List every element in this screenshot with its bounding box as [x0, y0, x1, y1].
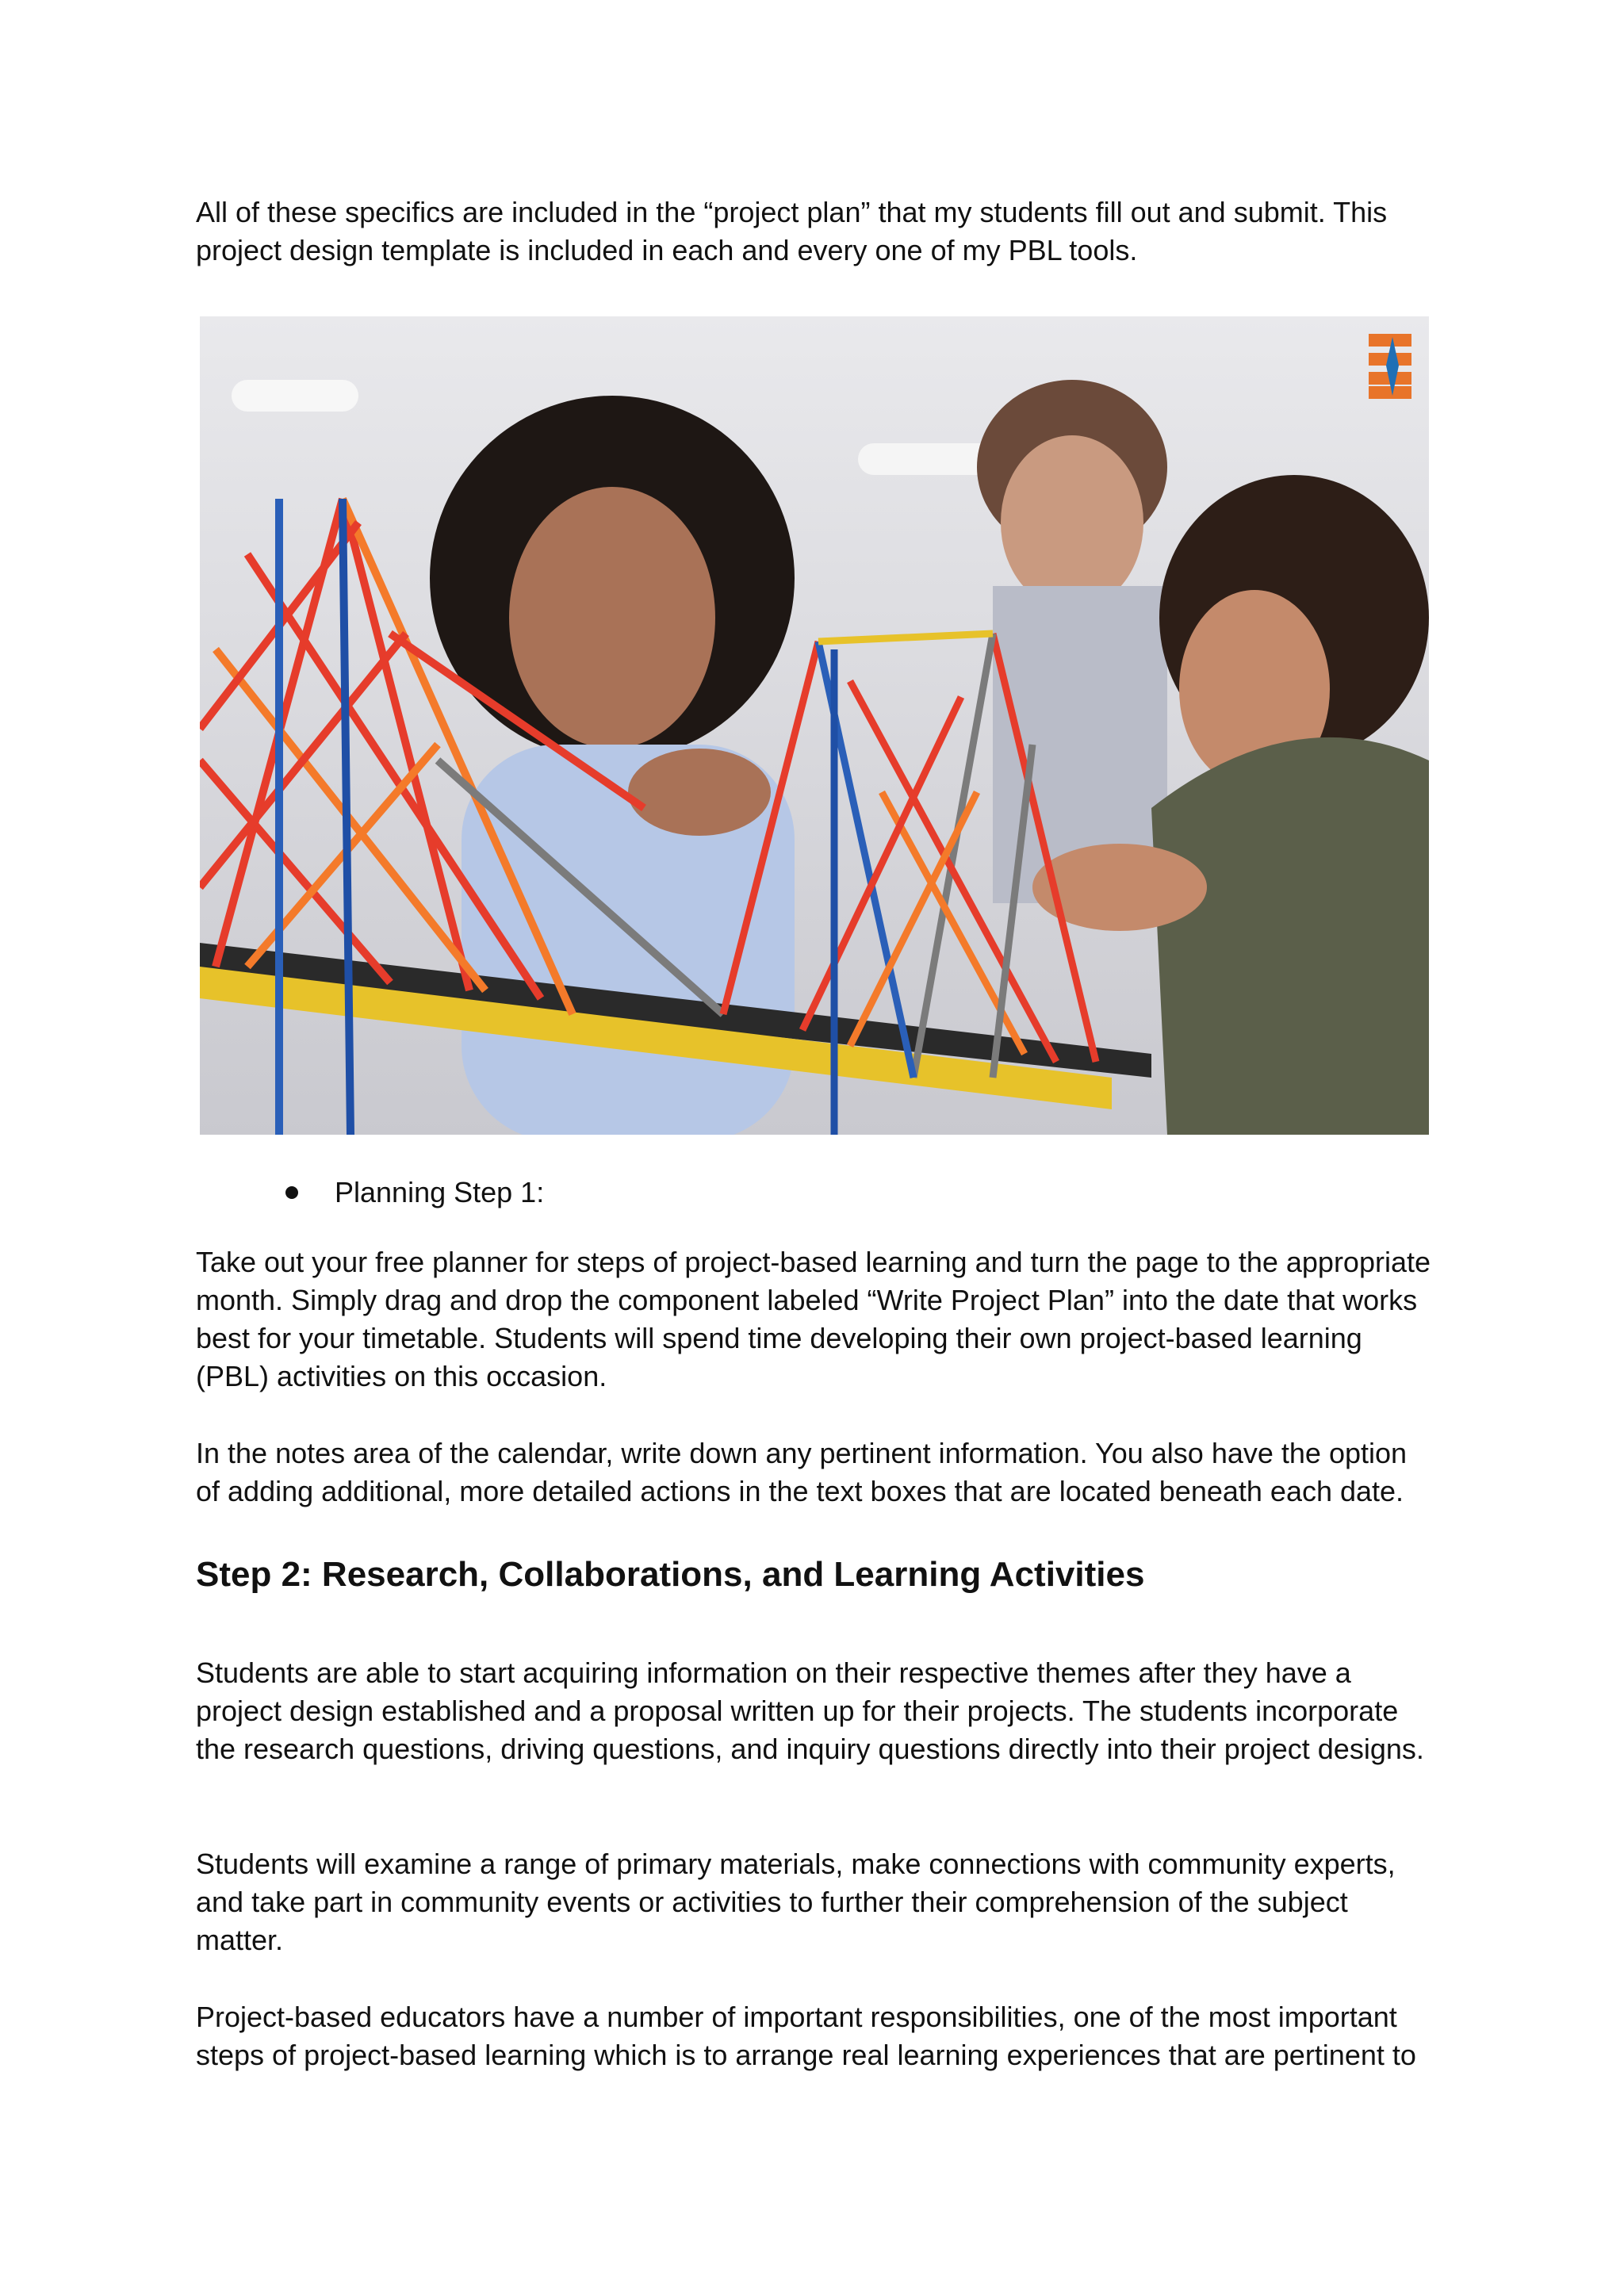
educators-paragraph: Project-based educators have a number of important responsibilities, one of the most important steps of project-based learning which is to arrange real learning experiences that are pertinent to — [196, 2001, 1416, 2071]
notes-paragraph: In the notes area of the calendar, write down any pertinent information. You also have the option of adding additional, more detailed actions in the text boxes that are located beneath each date. — [196, 1437, 1408, 1507]
intro-paragraph: All of these specifics are included in the “project plan” that my students fill out and submit. This project design template is included in each and every one of my PBL tools. — [196, 196, 1388, 266]
photo-illustration — [200, 316, 1429, 1135]
section-heading-step2: Step 2: Research, Collaborations, and Learning Activities — [196, 1555, 1145, 1594]
planning-step-bullet — [285, 1174, 544, 1212]
bullet-dot-icon — [285, 1186, 298, 1199]
students-bridge-photo — [200, 316, 1429, 1135]
examine-paragraph: Students will examine a range of primary materials, make connections with community experts, and take part in community events or activities to further their comprehension of the subject matter. — [196, 1848, 1396, 1956]
bullet-label: Planning Step 1: — [335, 1176, 545, 1208]
planner-paragraph: Take out your free planner for steps of project-based learning and turn the page to the appropriate month. Simply drag and drop the component labeled “Write Project Plan” into the date that works best for your timetable. Students will spend time developing their own project-based learning (PBL) activities on this occasion. — [196, 1246, 1431, 1392]
research-paragraph: Students are able to start acquiring information on their respective themes after they have a project design established and a proposal written up for their projects. The students incorporate the research questions, driving questions, and inquiry questions directly into their project designs. — [196, 1656, 1424, 1765]
